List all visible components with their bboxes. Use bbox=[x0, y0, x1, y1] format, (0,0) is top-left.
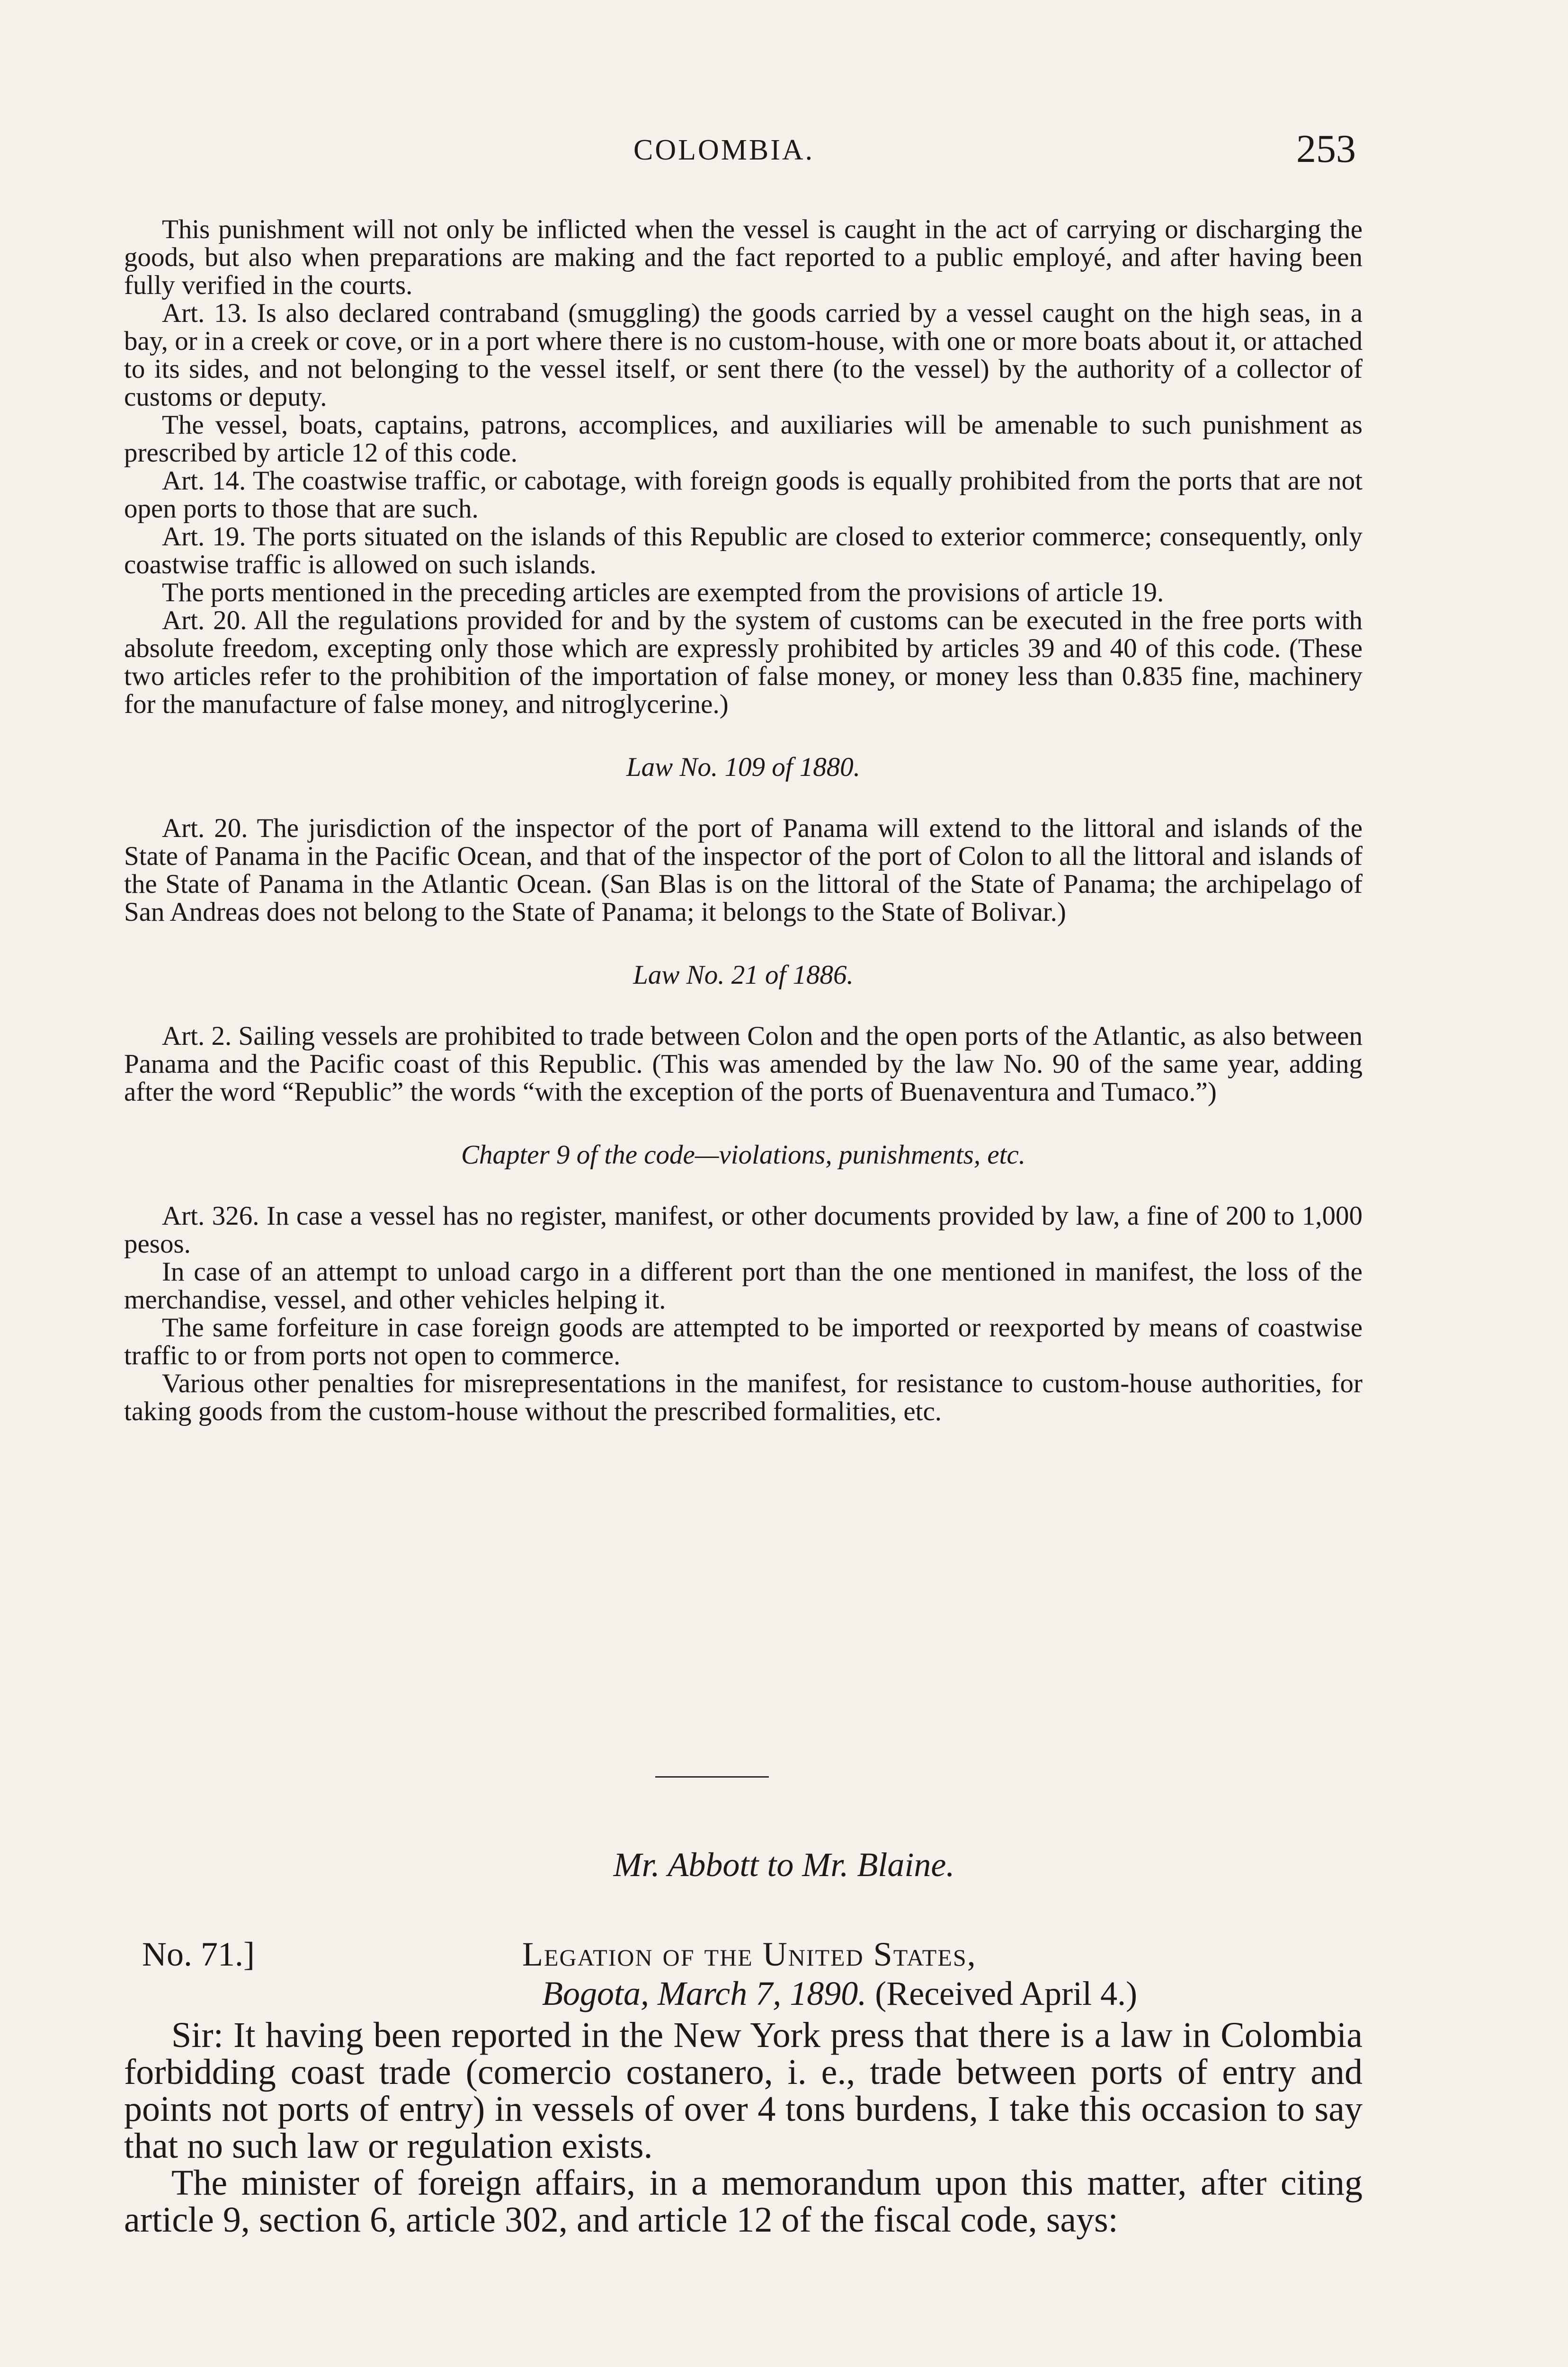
paragraph: The same forfeiture in case foreign goods are attempted to be imported or reexported by means of coastwise traffic to or from ports not open to commerce. bbox=[124, 1313, 1363, 1370]
paragraph: Art. 2. Sailing vessels are prohibited to trade between Colon and the open ports of the Atlantic, as also between Panama and the Pacific coast of this Republic. (This was amended by the law No. 90 of the same year, adding after the word “Republic” the words “with the exception of the ports of Buenaventura and Tumaco.”) bbox=[124, 1021, 1363, 1107]
page-number: 253 bbox=[1296, 127, 1356, 171]
paragraph: The ports mentioned in the preceding articles are exempted from the provisions of article 19. bbox=[162, 578, 1164, 607]
fiscal-code-excerpts bbox=[124, 215, 1363, 1425]
paragraph: Art. 326. In case a vessel has no register, manifest, or other documents provided by law, a fine of 200 to 1,000 pesos. bbox=[124, 1201, 1363, 1259]
received-note: (Received April 4.) bbox=[875, 1975, 1138, 2012]
paragraph: Art. 14. The coastwise traffic, or cabotage, with foreign goods is equally prohibited from the ports that are not open ports to those that are such. bbox=[124, 466, 1363, 524]
page-header bbox=[0, 127, 1568, 190]
letter-body bbox=[124, 2017, 1363, 2238]
legation-line: Legation of the United States, bbox=[522, 1935, 977, 1973]
place-date: Bogota, March 7, 1890. bbox=[542, 1975, 867, 2012]
running-head: COLOMBIA. bbox=[633, 134, 815, 166]
document-number: No. 71.] bbox=[142, 1935, 255, 1973]
paragraph: Art. 13. Is also declared contraband (smuggling) the goods carried by a vessel caught on the high seas, in a bay, or in a creek or cove, or in a port where there is no custom-house, with one or more boats about it, or attached to its sides, and not belonging to the vessel itself, or sent there (to the vessel) by the authority of a collector of customs or deputy. bbox=[124, 298, 1363, 412]
section-heading-chapter-9: Chapter 9 of the code—violations, punishments, etc. bbox=[461, 1140, 1026, 1170]
paragraph: In case of an attempt to unload cargo in a different port than the one mentioned in manifest, the loss of the merchandise, vessel, and other vehicles helping it. bbox=[124, 1257, 1363, 1315]
paragraph: Art. 20. All the regulations provided for and by the system of customs can be executed in the free ports with absolute freedom, excepting only those which are expressly prohibited by articles 39 and 40 of this code. (These two articles refer to the prohibition of the importation of false money, or money less than 0.835 fine, machinery for the manufacture of false money, and nitroglycerine.) bbox=[124, 605, 1363, 719]
section-heading-law-1886: Law No. 21 of 1886. bbox=[633, 960, 854, 990]
dateline bbox=[542, 1974, 1137, 2013]
paragraph: Sir: It having been reported in the New York press that there is a law in Colombia forbidding coast trade (comercio costanero, i. e., trade between ports of entry and points not ports of entry) in vessels of over 4 tons burdens, I take this occasion to say that no such law or regulation exists. bbox=[124, 2015, 1363, 2166]
paragraph: This punishment will not only be inflicted when the vessel is caught in the act of carrying or discharging the goods, but also when preparations are making and the fact reported to a public employé, and after having been fully verified in the courts. bbox=[124, 214, 1363, 300]
paragraph: Art. 20. The jurisdiction of the inspector of the port of Panama will extend to the littoral and islands of the State of Panama in the Pacific Ocean, and that of the inspector of the port of Colon to all the littoral and islands of the State of Panama in the Atlantic Ocean. (San Blas is on the littoral of the State of Panama; the archipelago of San Andreas does not belong to the State of Panama; it belongs to the State of Bolivar.) bbox=[124, 813, 1363, 927]
paragraph: The vessel, boats, captains, patrons, accomplices, and auxiliaries will be amenable to such punishment as prescribed by article 12 of this code. bbox=[124, 410, 1363, 468]
section-divider bbox=[655, 1776, 769, 1778]
paragraph: The minister of foreign affairs, in a memorandum upon this matter, after citing article 9, section 6, article 302, and article 12 of the fiscal code, says: bbox=[124, 2163, 1363, 2240]
section-heading-law-1880: Law No. 109 of 1880. bbox=[626, 752, 861, 782]
paragraph: Various other penalties for misrepresentations in the manifest, for resistance to custom-house authorities, for taking goods from the custom-house without the prescribed formalities, etc. bbox=[124, 1369, 1363, 1426]
letter-heading: Mr. Abbott to Mr. Blaine. bbox=[613, 1846, 955, 1884]
paragraph: Art. 19. The ports situated on the islands of this Republic are closed to exterior commerce; consequently, only coastwise traffic is allowed on such islands. bbox=[124, 522, 1363, 579]
